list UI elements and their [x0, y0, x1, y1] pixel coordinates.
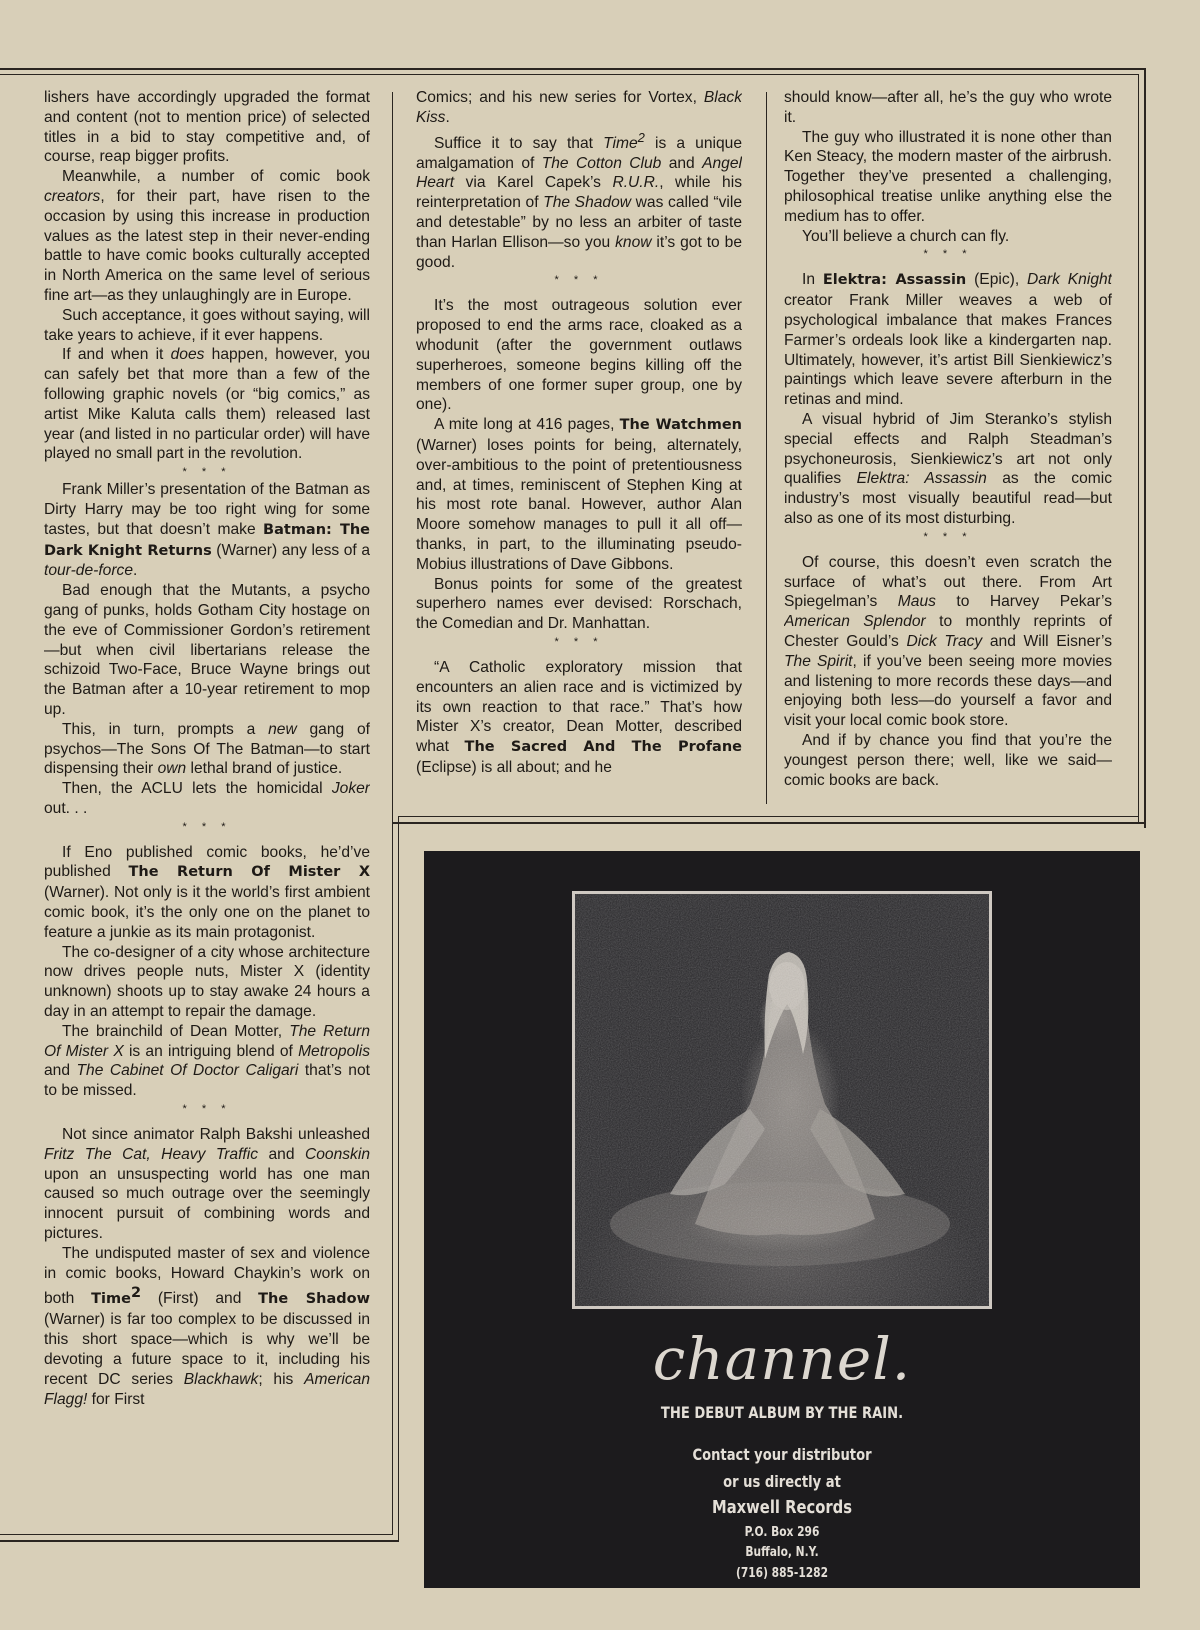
emphasis: American Splendor [784, 613, 926, 631]
text: (Eclipse) is all about; and he [416, 758, 612, 776]
paragraph [44, 843, 370, 943]
emphasis: Metropolis [298, 1042, 370, 1060]
right-rule-inner [1138, 74, 1139, 822]
text: creator Frank Miller weaves a web of psychological imbalance that makes Frances Farmer’s ordeals look like a kindergarten nap. Ultimately, however, it’s artist Bill Sienkiewicz’s paintings which leave severe afterburn in the retinas and mind. [784, 292, 1112, 409]
book-title: The Sacred And The Profane [464, 739, 742, 756]
top-rule-inner [0, 74, 1138, 75]
text: Comics; and his new series for Vortex, [416, 89, 704, 106]
text: Not since animator Ralph Bakshi unleashed [62, 1126, 370, 1144]
paragraph: You’ll believe a church can fly. [802, 227, 1010, 245]
bottom-left-rule [0, 1540, 399, 1542]
text: to monthly reprints of Chester Gould’s [784, 613, 1112, 650]
text: and [44, 1062, 77, 1080]
emphasis: Blackhawk [183, 1370, 259, 1388]
phone-number: (716) 885-1282 [735, 1566, 829, 1581]
text: (First) and [141, 1290, 259, 1308]
emphasis: does [170, 346, 205, 364]
mid-rule [392, 822, 1146, 824]
emphasis: The Return Of Mister X [44, 1022, 370, 1060]
text: If Eno published comic books, he’d’ve published [44, 843, 370, 881]
text: The brainchild of Dean Motter, [62, 1022, 290, 1040]
album-advertisement [424, 851, 1140, 1588]
emphasis: The Spirit [784, 652, 853, 670]
text: . [133, 562, 138, 580]
book-title: The Shadow [258, 1291, 370, 1308]
text: out. . . [44, 799, 88, 817]
text: ; his [258, 1370, 305, 1388]
text: (Warner) is far too complex to be discussed in this short space—which is why we’ll be devoting a future space to it, including his recent DC series [44, 1311, 370, 1388]
text: (Epic), [966, 271, 1028, 289]
paragraph [784, 410, 1112, 529]
text: for First [87, 1390, 145, 1408]
text: upon an unsuspecting world has one man caused so much outrage over the seemingly innocent pursuit of combining words and pictures. [44, 1165, 370, 1243]
emphasis: The Shadow [543, 194, 632, 212]
contact-line-1: Contact your distributor [692, 1445, 872, 1464]
text: If and when it [62, 346, 171, 364]
emphasis: The Cabinet Of Doctor Caligari [76, 1062, 299, 1080]
paragraph: The guy who illustrated it is none other than Ken Steacy, the modern master of the airbrush. Together they’ve presented a challenging, philosophical treatise unlike anything else the medium has to offer. [784, 128, 1112, 225]
paragraph [416, 88, 742, 128]
text: Of course, this doesn’t even scratch the surface of what’s out there. From Art Spiegelman’s [784, 553, 1112, 611]
po-box: P.O. Box 296 [744, 1525, 820, 1540]
emphasis: know [615, 233, 652, 251]
text: is a unique amalgamation of [416, 134, 742, 172]
text: was called “vile and detestable” by no less an arbiter of taste than Harlan Ellison—so you [416, 194, 742, 251]
text: to Harvey Pekar’s [935, 593, 1112, 611]
text: via Karel Capek’s [454, 174, 613, 192]
text: Frank Miller’s presentation of the Batman as Dirty Harry may be too right wing for some tastes, but that doesn’t make [44, 481, 370, 538]
section-divider: * * * [182, 1103, 232, 1116]
section-divider: * * * [923, 530, 973, 543]
paragraph: And if by chance you find that you’re the youngest person there; well, like we said—comic books are back. [784, 731, 1112, 789]
section-divider: * * * [554, 274, 604, 287]
text: happen, however, you can safely bet that more than a few of the following graphic novels (or “big comics,” as artist Mike Kaluta calls them) released last year (and listed in no particular order) will have played no small part in the revolution. [44, 346, 370, 463]
paragraph: It’s the most outrageous solution ever proposed to end the arms race, cloaked as a whodunit (after the government outlaws superheroes, someone begins killing off the members of one former super group, one by one). [416, 297, 742, 414]
emphasis: R.U.R. [612, 174, 660, 192]
text: gang of psychos—The Sons Of The Batman—to start dispensing their [44, 720, 370, 778]
section-divider: * * * [923, 248, 973, 261]
text: A mite long at 416 pages, [434, 416, 620, 434]
paragraph [44, 345, 370, 464]
emphasis: Time [603, 134, 638, 152]
paragraph [44, 779, 370, 819]
text: , while his reinterpretation of [416, 174, 742, 212]
article-column-3 [784, 88, 1112, 808]
seated-figure-icon [575, 894, 989, 1306]
text: it’s got to be good. [416, 233, 742, 271]
paragraph [416, 415, 742, 574]
text: Meanwhile, a number of comic book [62, 168, 370, 186]
paragraph: should know—after all, he’s the guy who wrote it. [784, 89, 1112, 126]
paragraph [44, 1244, 370, 1410]
text: as the comic industry’s most visually beautiful read—but also as one of its most disturbing. [784, 470, 1112, 527]
top-rule [0, 68, 1146, 70]
album-title: channel. [652, 1325, 912, 1393]
paragraph [44, 167, 370, 306]
col1-rule [392, 92, 393, 1534]
text: , for their part, have risen to the occasion by using this increase in production values as the latest step in their never-ending battle to have comic books culturally accepted in North America on the same level of serious fine art—as they unlaughingly are in Europe. [44, 187, 370, 304]
section-divider: * * * [182, 820, 232, 833]
text: Then, the ACLU lets the homicidal [62, 780, 332, 798]
contact-line-2: or us directly at [723, 1472, 841, 1491]
paragraph [784, 270, 1112, 410]
emphasis: own [157, 760, 187, 778]
emphasis: American Flagg! [44, 1370, 370, 1408]
paragraph: Such acceptance, it goes without saying, will take years to achieve, if it ever happens. [44, 306, 370, 344]
emphasis: Coonskin [304, 1145, 370, 1163]
album-tagline: THE DEBUT ALBUM BY THE RAIN. [660, 1403, 904, 1422]
text: and [661, 154, 703, 172]
emphasis: Joker [331, 780, 370, 798]
paragraph: lishers have accordingly upgraded the format and content (not to mention price) of selected titles in a bid to stay competitive and, of course, reap bigger profits. [44, 89, 370, 166]
text: and Will Eisner’s [982, 632, 1112, 650]
figure-photo-icon [572, 891, 992, 1309]
text: is an intriguing blend of [123, 1042, 299, 1060]
col1-rule-inner [398, 816, 399, 1540]
text: In [802, 271, 823, 289]
text: and [258, 1145, 305, 1163]
text: A visual hybrid of Jim Steranko’s stylish special effects and Ralph Steadman’s psychoneurosis, Sienkiewicz’s art not only qualifies [784, 410, 1112, 488]
book-title: Elektra: Assassin [822, 272, 967, 289]
book-title: Time [91, 1291, 131, 1308]
text: Suffice it to say that [434, 134, 604, 152]
emphasis: Dark Knight [1027, 271, 1112, 289]
section-divider: * * * [554, 635, 604, 648]
paragraph [44, 480, 370, 581]
paragraph: Bad enough that the Mutants, a psycho gang of punks, holds Gotham City hostage on the eve of Commissioner Gordon’s retirement—but when civil libertarians release the schizoid Two-Face, Bruce Wayne brings out the Batman after a 10-year retirement to mop up. [44, 582, 370, 718]
emphasis: Elektra: Assassin [856, 470, 987, 488]
emphasis: Maus [897, 593, 936, 611]
article-column-2 [416, 88, 742, 808]
emphasis: new [268, 720, 297, 738]
mid-rule-inner [398, 816, 1139, 817]
text: (Warner) loses points for being, alternately, over-ambitious to the point of pretentiousness and, at times, reminiscent of Stephen King at his most rote banal. However, author Alan Moore somehow manages to pull it all off—thanks, in part, to the illuminating pseudo-Mobius illustrations of Dave Gibbons. [416, 436, 742, 573]
paragraph: The co-designer of a city whose architecture now drives people nuts, Mister X (identity unknown) shoots up to stay awake 24 hours a day in an attempt to repair the damage. [44, 943, 370, 1021]
paragraph [416, 658, 742, 778]
text: The undisputed master of sex and violence in comic books, Howard Chaykin’s work on both [44, 1244, 370, 1308]
right-rule [1144, 68, 1146, 828]
text: This, in turn, prompts a [62, 720, 269, 738]
text: (Warner) any less of a [211, 541, 370, 559]
col2-rule [766, 92, 767, 804]
company-name: Maxwell Records [712, 1497, 852, 1518]
emphasis: The Cotton Club [541, 154, 662, 172]
emphasis: Dick Tracy [906, 632, 983, 650]
paragraph [44, 1125, 370, 1244]
text: lethal brand of justice. [186, 760, 343, 778]
paragraph [784, 553, 1112, 731]
book-title: Batman: The Dark Knight Returns [44, 521, 370, 559]
text: . [445, 108, 450, 126]
article-column-1 [44, 88, 370, 1528]
emphasis: Angel Heart [416, 154, 742, 192]
emphasis: Black Kiss [416, 89, 742, 126]
city: Buffalo, N.Y. [745, 1545, 819, 1560]
paragraph [416, 128, 742, 273]
paragraph [44, 720, 370, 779]
superscript: 2 [637, 129, 645, 145]
text: “A Catholic exploratory mission that encounters an alien race and is victimized by its own reaction to that race.” That’s how Mister X’s creator, Dean Motter, described what [416, 658, 742, 756]
text: that’s not to be missed. [44, 1062, 370, 1100]
emphasis: tour-de-force [44, 562, 133, 580]
section-divider: * * * [182, 466, 232, 479]
book-title: The Return Of Mister X [128, 864, 370, 881]
emphasis: Fritz The Cat, Heavy Traffic [44, 1145, 259, 1163]
paragraph: Bonus points for some of the greatest superhero names ever devised: Rorschach, the Comedian and Dr. Manhattan. [416, 575, 742, 633]
paragraph [44, 1022, 370, 1101]
emphasis: creators [44, 187, 101, 205]
text: (Warner). Not only is it the world’s first ambient comic book, it’s the only one on the planet to feature a junkie as its main protagonist. [44, 884, 370, 941]
bottom-left-rule-inner [0, 1534, 393, 1535]
text: , if you’ve been seeing more movies and listening to more records these days—and enjoying both less—do yourself a favor and visit your local comic book store. [784, 652, 1112, 730]
book-title: The Watchmen [619, 417, 742, 434]
superscript: 2 [130, 1285, 142, 1302]
